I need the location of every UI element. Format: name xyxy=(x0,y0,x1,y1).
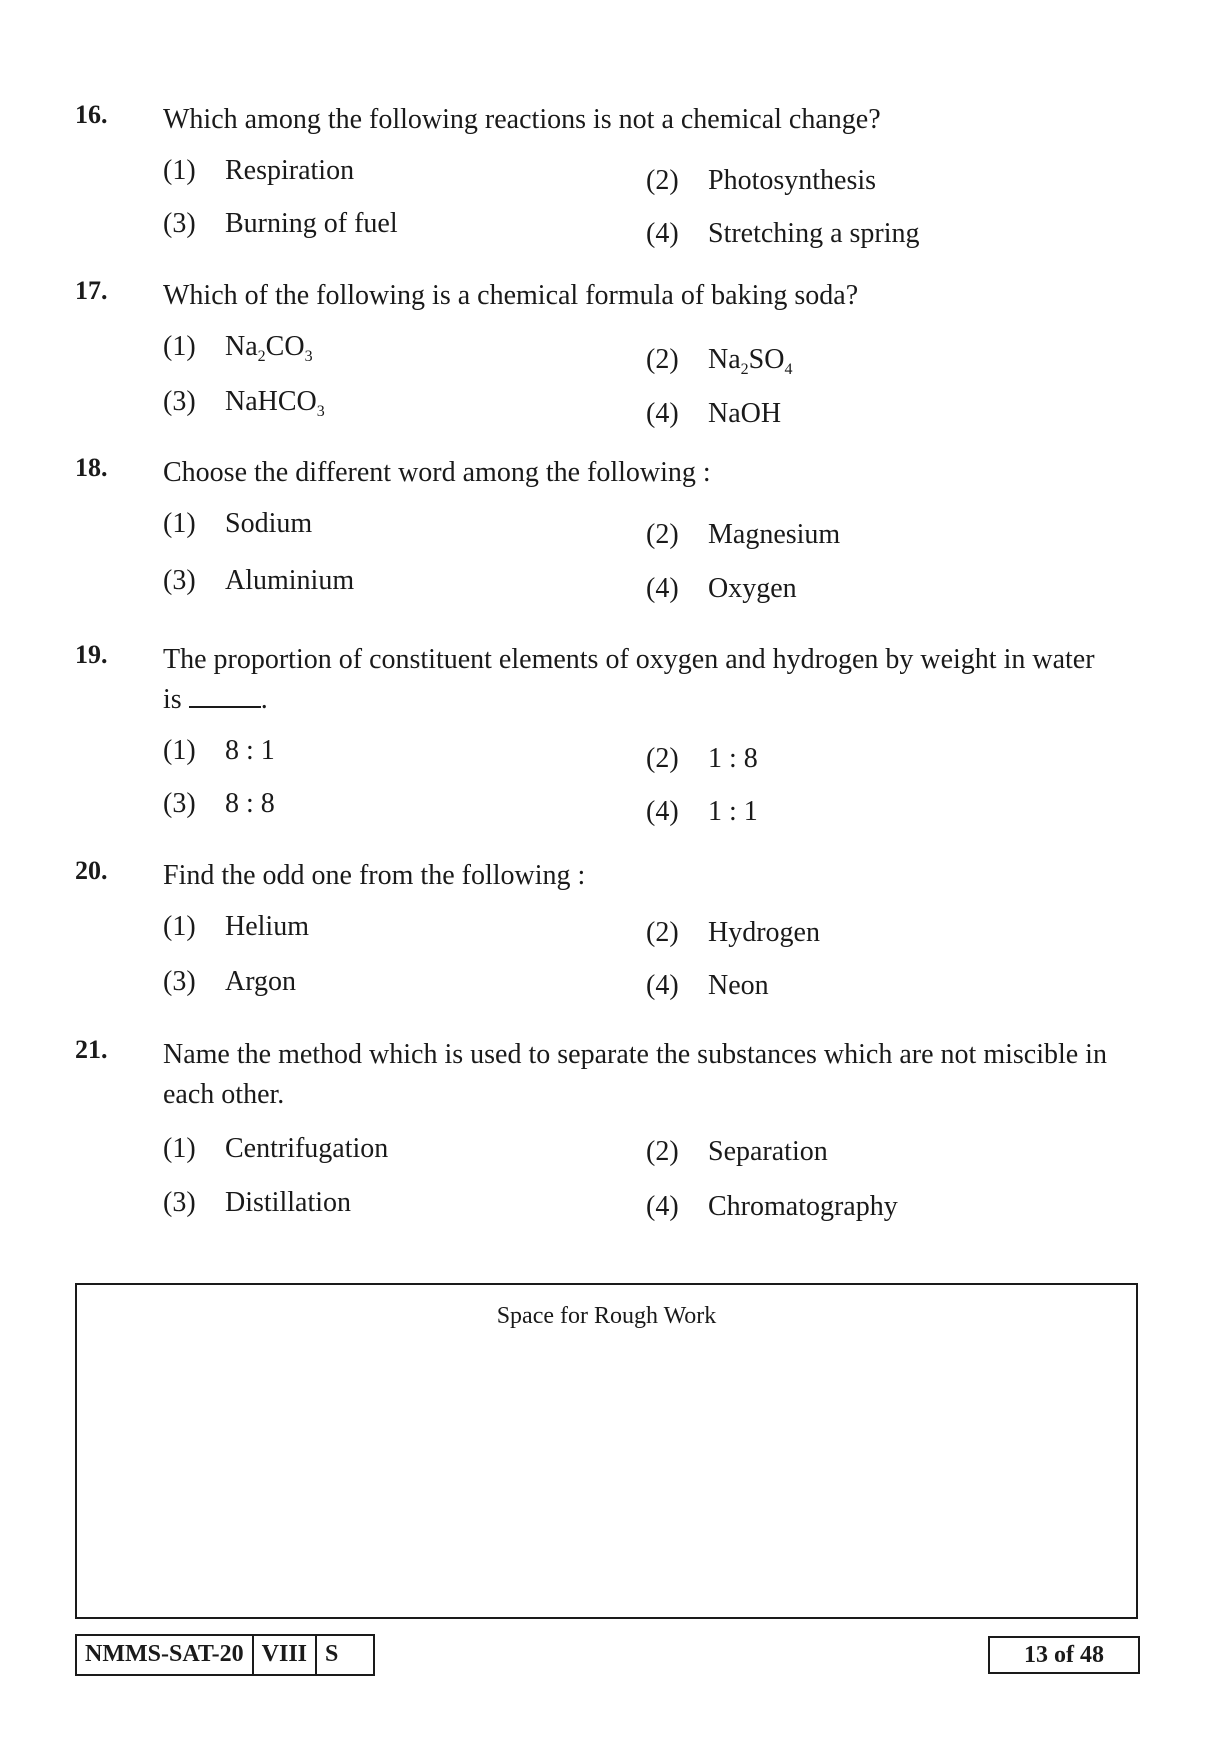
option-text: 8 : 8 xyxy=(225,788,275,819)
option-1[interactable] xyxy=(163,508,312,540)
option-1[interactable] xyxy=(163,1133,388,1165)
option-text: 1 : 8 xyxy=(708,743,758,774)
option-3[interactable] xyxy=(163,386,325,418)
question-number: 16. xyxy=(75,100,108,129)
answer-blank xyxy=(189,682,261,708)
question-number: 17. xyxy=(75,276,108,305)
option-2[interactable] xyxy=(646,519,840,551)
option-text: Neon xyxy=(708,970,769,1001)
option-2[interactable] xyxy=(646,165,876,197)
rough-work-title: Space for Rough Work xyxy=(496,1303,717,1329)
exam-code: NMMS-SAT-20 xyxy=(77,1636,254,1674)
option-2[interactable] xyxy=(646,344,792,376)
option-number: (3) xyxy=(163,386,196,417)
page-number: 13 of 48 xyxy=(988,1636,1140,1674)
option-text: Respiration xyxy=(225,155,355,186)
option-2[interactable] xyxy=(646,743,758,775)
option-4[interactable] xyxy=(646,970,769,1002)
formula-na2so4: $Na_2SO_4$ xyxy=(708,344,793,378)
option-text: 8 : 1 xyxy=(225,735,275,766)
option-number: (2) xyxy=(646,519,679,550)
option-text: Stretching a spring xyxy=(708,218,920,249)
option-number: (2) xyxy=(646,1136,679,1167)
option-number: (3) xyxy=(163,208,196,239)
option-1[interactable] xyxy=(163,911,309,943)
question-text: Name the method which is used to separate the substances which are not miscible in each other. xyxy=(163,1039,1107,1110)
question-text: Which among the following reactions is not a chemical change? xyxy=(163,104,881,135)
option-4[interactable] xyxy=(646,1191,898,1223)
rough-work-box xyxy=(75,1283,1138,1619)
question-number: 18. xyxy=(75,453,108,482)
option-2[interactable] xyxy=(646,917,820,949)
option-4[interactable] xyxy=(646,573,797,605)
option-number: (4) xyxy=(646,398,679,429)
option-3[interactable] xyxy=(163,788,275,820)
question-number: 20. xyxy=(75,856,108,885)
option-text: 1 : 1 xyxy=(708,796,758,827)
option-number: (3) xyxy=(163,1187,196,1218)
option-text: Burning of fuel xyxy=(225,208,398,239)
option-number: (4) xyxy=(646,218,679,249)
question-text: Choose the different word among the following : xyxy=(163,457,711,488)
option-number: (4) xyxy=(646,970,679,1001)
option-text: Sodium xyxy=(225,508,313,539)
option-text: Separation xyxy=(708,1136,828,1167)
formula-nahco3: NaHCO$_3$ xyxy=(225,386,325,420)
option-text: NaOH xyxy=(708,398,782,429)
option-text: Distillation xyxy=(225,1187,351,1218)
option-text: Argon xyxy=(225,966,297,997)
option-1[interactable] xyxy=(163,331,313,363)
option-text: Aluminium xyxy=(225,565,355,596)
option-number: (3) xyxy=(163,565,196,596)
option-number: (4) xyxy=(646,1191,679,1222)
option-number: (3) xyxy=(163,966,196,997)
option-number: (1) xyxy=(163,911,196,942)
option-number: (3) xyxy=(163,788,196,819)
option-number: (1) xyxy=(163,735,196,766)
question-text: The proportion of constituent elements of oxygen and hydrogen by weight in water is . xyxy=(163,644,1095,715)
question-number: 21. xyxy=(75,1035,108,1064)
series-label: S xyxy=(325,1641,339,1667)
option-number: (1) xyxy=(163,508,196,539)
option-number: (2) xyxy=(646,743,679,774)
formula-na2co3: $Na_2CO_3$ xyxy=(225,331,313,365)
option-text: Helium xyxy=(225,911,309,942)
footer-exam-code xyxy=(75,1634,375,1676)
option-3[interactable] xyxy=(163,565,354,597)
option-text: Oxygen xyxy=(708,573,797,604)
question-text: Which of the following is a chemical formula of baking soda? xyxy=(163,280,859,311)
option-number: (2) xyxy=(646,165,679,196)
option-1[interactable] xyxy=(163,735,275,767)
option-text: Photosynthesis xyxy=(708,165,877,196)
option-3[interactable] xyxy=(163,1187,351,1219)
option-2[interactable] xyxy=(646,1136,828,1168)
option-3[interactable] xyxy=(163,208,398,240)
option-number: (4) xyxy=(646,573,679,604)
option-number: (2) xyxy=(646,344,679,375)
option-4[interactable] xyxy=(646,398,781,430)
option-number: (1) xyxy=(163,1133,196,1164)
option-3[interactable] xyxy=(163,966,296,998)
option-number: (1) xyxy=(163,155,196,186)
option-1[interactable] xyxy=(163,155,354,187)
option-4[interactable] xyxy=(646,218,920,250)
option-number: (2) xyxy=(646,917,679,948)
option-text: Chromatography xyxy=(708,1191,898,1222)
class-label: VIII xyxy=(254,1636,317,1674)
option-4[interactable] xyxy=(646,796,758,828)
question-text: Find the odd one from the following : xyxy=(163,860,586,891)
option-text: Hydrogen xyxy=(708,917,820,948)
option-text: Magnesium xyxy=(708,519,841,550)
option-number: (4) xyxy=(646,796,679,827)
option-number: (1) xyxy=(163,331,196,362)
option-text: Centrifugation xyxy=(225,1133,389,1164)
question-number: 19. xyxy=(75,640,108,669)
